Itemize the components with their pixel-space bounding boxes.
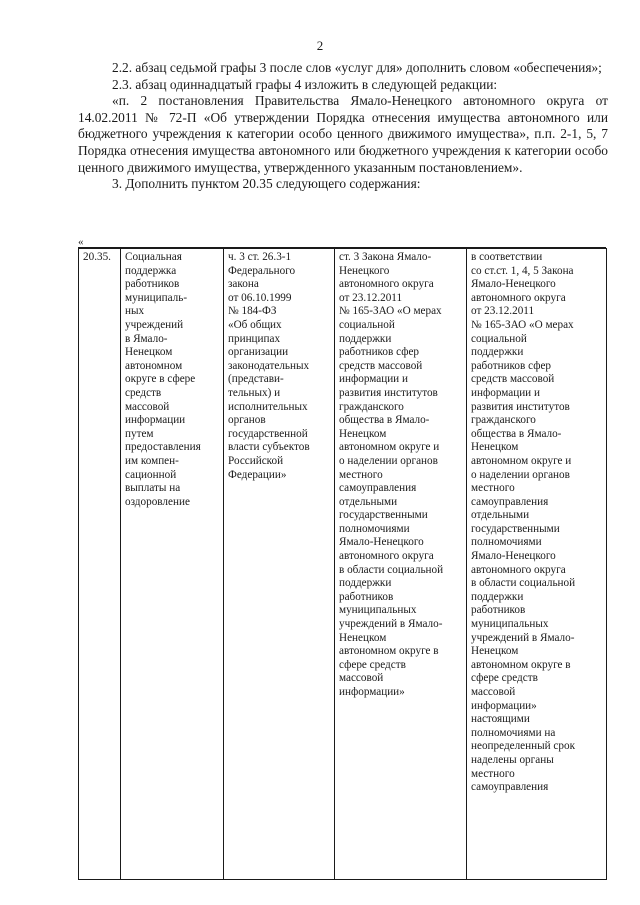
cell-line: Ямало-Ненецкого	[339, 536, 424, 549]
cell-line: Ямало-Ненецкого	[471, 550, 556, 563]
cell-line: работников	[471, 604, 526, 617]
cell-line: Российской	[228, 454, 284, 467]
cell-line: ных	[125, 305, 145, 318]
cell-line: о наделении органов	[471, 468, 570, 481]
entry-number-cell: 20.35.	[79, 249, 121, 880]
cell-line: Ненецком	[125, 346, 173, 359]
cell-line: наделены органы	[471, 753, 554, 766]
cell-line: автономном	[125, 359, 183, 372]
cell-line: настоящими	[471, 713, 530, 726]
cell-line: Федерации»	[228, 468, 287, 481]
cell-line: (представи-	[228, 373, 284, 386]
cell-line: автономного округа	[471, 563, 566, 576]
cell-line: работников сфер	[471, 359, 552, 372]
cell-line: социальной	[471, 332, 527, 345]
cell-line: автономном округе в	[471, 658, 571, 671]
cell-line: в соответствии	[471, 251, 543, 263]
cell-line: поддержка	[125, 264, 177, 277]
cell-line: государственными	[339, 509, 428, 522]
cell-line: со ст.ст. 1, 4, 5 Закона	[471, 264, 574, 277]
cell-line: информации	[125, 414, 186, 427]
page-number: 2	[316, 38, 324, 53]
cell-line: Ненецком	[471, 441, 519, 454]
cell-line: им компен-	[125, 454, 179, 467]
cell-line: самоуправления	[471, 781, 549, 794]
cell-line: автономного округа	[339, 550, 434, 563]
table-row	[79, 249, 607, 880]
cell-line: местного	[471, 482, 515, 495]
cell-line: средств массовой	[339, 359, 423, 372]
cell-line: ст. 3 Закона Ямало-	[339, 251, 432, 263]
cell-line: в области социальной	[339, 563, 444, 576]
cell-line: государственными	[471, 522, 560, 535]
cell-line: информации и	[471, 386, 540, 399]
cell-line: общества в Ямало-	[471, 427, 562, 440]
cell-line: поддержки	[339, 332, 392, 345]
cell-line: муниципальных	[471, 618, 549, 631]
cell-line: социальной	[339, 318, 395, 331]
cell-line: массовой	[339, 672, 384, 685]
cell-line: работников	[125, 278, 180, 291]
cell-line: местного	[339, 468, 383, 481]
cell-line: тельных) и	[228, 386, 281, 399]
cell-line: Ненецком	[339, 427, 387, 440]
cell-line: сфере средств	[471, 672, 538, 685]
paragraph-new-wording: «п. 2 постановления Правительства Ямало-Ненецкого автономного округа от 14.02.2011 № 72-П «Об утверждении Порядка отнесения имущества автономного или бюджетного учреждения к категории особо ценного движимого имущества», п.п. 2-1, 5, 7 Порядка отнесения имущества автономного или бюджетного учреждения к категории особо ценного движимого имущества, утвержденного указанным постановлением».	[78, 93, 608, 175]
cell-line: предоставления	[125, 441, 201, 454]
cell-line: в области социальной	[471, 577, 576, 590]
cell-line: № 165-ЗАО «О мерах	[339, 305, 442, 318]
cell-line: законодательных	[228, 359, 310, 372]
measure-name-cell	[121, 249, 224, 880]
cell-line: округе в сфере	[125, 373, 196, 386]
entry-table	[78, 248, 607, 880]
cell-line: гражданского	[339, 400, 404, 413]
cell-line: закона	[228, 278, 259, 291]
cell-line: средств	[125, 386, 162, 399]
cell-line: поддержки	[471, 590, 524, 603]
cell-line: о наделении органов	[339, 454, 438, 467]
paragraph-amendment-2-3: 2.3. абзац одиннадцатый графы 4 изложить в следующей редакции:	[112, 76, 498, 92]
cell-line: поддержки	[471, 346, 524, 359]
cell-line: муниципальных	[339, 604, 417, 617]
cell-line: развития институтов	[339, 386, 438, 399]
cell-line: работников сфер	[339, 346, 420, 359]
cell-line: ч. 3 ст. 26.3-1	[228, 251, 292, 263]
cell-line: исполнительных	[228, 400, 308, 413]
cell-line: сфере средств	[339, 658, 406, 671]
cell-line: учреждений	[125, 318, 184, 331]
cell-line: самоуправления	[471, 495, 549, 508]
cell-line: самоуправления	[339, 482, 417, 495]
cell-line: власти субъектов	[228, 441, 310, 454]
cell-line: от 23.12.2011	[339, 291, 403, 304]
table-open-quote: «	[78, 236, 84, 248]
cell-line: «Об общих	[228, 318, 282, 331]
cell-line: Федерального	[228, 264, 296, 277]
cell-line: № 184-ФЗ	[228, 305, 277, 318]
paragraph-amendment-3: 3. Дополнить пунктом 20.35 следующего содержания:	[112, 176, 421, 192]
cell-line: развития институтов	[471, 400, 570, 413]
regional-basis-cell	[335, 249, 467, 880]
cell-line: полномочиями на	[471, 726, 556, 739]
cell-line: оздоровление	[125, 495, 190, 508]
cell-line: от 06.10.1999	[228, 291, 292, 304]
cell-line: автономного округа	[339, 278, 434, 291]
cell-line: информации и	[339, 373, 408, 386]
cell-line: отдельными	[471, 509, 530, 522]
cell-line: Ненецкого	[339, 264, 390, 277]
cell-line: гражданского	[471, 414, 536, 427]
cell-line: автономном округе и	[339, 441, 440, 454]
cell-line: в Ямало-	[125, 332, 168, 345]
cell-line: Ненецком	[471, 645, 519, 658]
cell-line: местного	[471, 767, 515, 780]
cell-line: муниципаль-	[125, 291, 188, 304]
cell-line: выплаты на	[125, 482, 181, 495]
cell-line: органов	[228, 414, 266, 427]
cell-line: поддержки	[339, 577, 392, 590]
cell-line: принципах	[228, 332, 281, 345]
cell-line: информации»	[339, 686, 405, 698]
cell-line: организации	[228, 346, 289, 359]
cell-line: общества в Ямало-	[339, 414, 430, 427]
paragraph-amendment-2-2: 2.2. абзац седьмой графы 3 после слов «услуг для» дополнить словом «обеспечения»;	[112, 60, 602, 75]
cell-line: отдельными	[339, 495, 398, 508]
cell-line: учреждений в Ямало-	[471, 631, 575, 644]
cell-line: автономном округе и	[471, 454, 572, 467]
federal-basis-cell	[224, 249, 335, 880]
cell-line: от 23.12.2011	[471, 305, 535, 318]
cell-line: средств массовой	[471, 373, 555, 386]
municipal-basis-cell	[467, 249, 607, 880]
cell-line: автономном округе в	[339, 645, 439, 658]
cell-line: полномочиями	[471, 536, 542, 549]
cell-line: полномочиями	[339, 522, 410, 535]
cell-line: путем	[125, 427, 154, 440]
cell-line: массовой	[125, 400, 170, 413]
cell-line: сационной	[125, 468, 177, 481]
cell-line: Ямало-Ненецкого	[471, 278, 556, 291]
cell-line: массовой	[471, 686, 516, 698]
cell-line: Социальная	[125, 251, 182, 263]
cell-line: информации»	[471, 699, 537, 712]
cell-line: учреждений в Ямало-	[339, 618, 443, 631]
cell-line: работников	[339, 590, 394, 603]
cell-line: автономного округа	[471, 291, 566, 304]
cell-line: № 165-ЗАО «О мерах	[471, 318, 574, 331]
cell-line: неопределенный срок	[471, 740, 576, 753]
cell-line: государственной	[228, 427, 308, 440]
cell-line: Ненецком	[339, 631, 387, 644]
document-body	[78, 60, 608, 193]
